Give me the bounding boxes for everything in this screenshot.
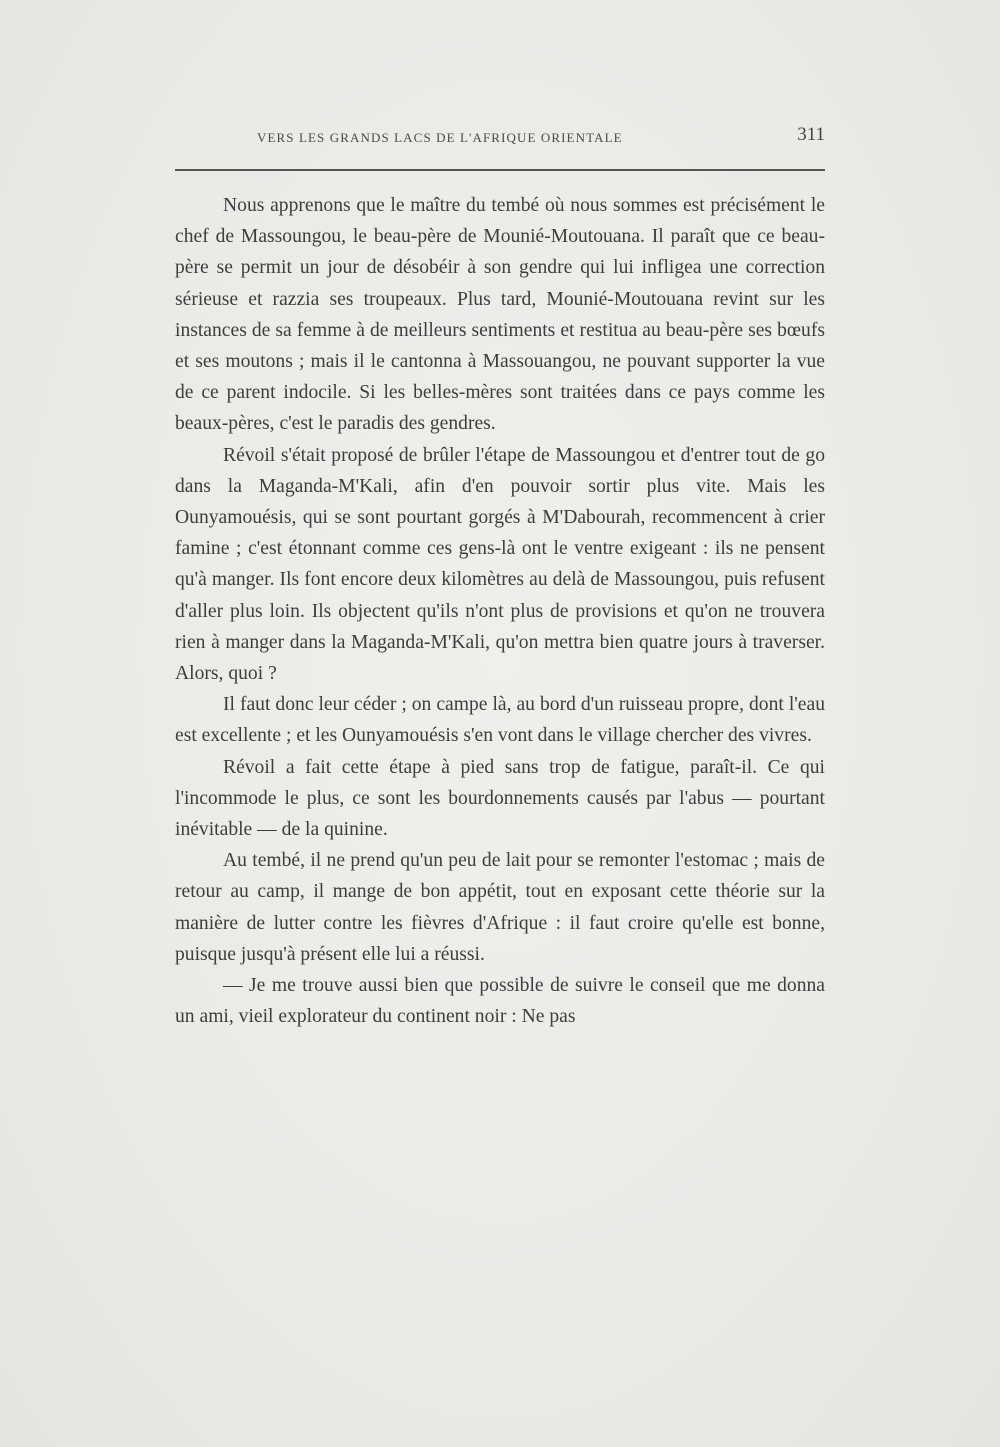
paragraph: Il faut donc leur céder ; on campe là, au bord d'un ruisseau propre, dont l'eau est excellente ; et les Ounyamouésis s'en vont dans le village chercher des vivres. — [175, 694, 825, 747]
body-text — [175, 190, 825, 1032]
header-rule — [175, 169, 825, 171]
paragraph: Nous apprenons que le maître du tembé où nous sommes est précisément le chef de Massoungou, le beau-père de Mounié-Moutouana. Il paraît que ce beau-père se permit un jour de désobéir à son gendre qui lui infligea une correction sérieuse et razzia ses troupeaux. Plus tard, Mounié-Moutouana revint sur les instances de sa femme à de meilleurs sentiments et restitua au beau-père ses bœufs et ses moutons ; mais il le cantonna à Massouangou, ne pouvant supporter la vue de ce parent indocile. Si les belles-mères sont traitées dans ce pays comme les beaux-pères, c'est le paradis des gendres. — [175, 195, 825, 435]
running-head: VERS LES GRANDS LACS DE L'AFRIQUE ORIENTALE — [257, 130, 623, 145]
page-header — [175, 118, 825, 158]
paragraph: Au tembé, il ne prend qu'un peu de lait pour se remonter l'estomac ; mais de retour au camp, il mange de bon appétit, tout en exposant cette théorie sur la manière de lutter contre les fièvres d'Afrique : il faut croire qu'elle est bonne, puisque jusqu'à présent elle lui a réussi. — [175, 850, 825, 965]
page-number: 311 — [797, 124, 825, 145]
paragraph: Révoil s'était proposé de brûler l'étape de Massoungou et d'entrer tout de go dans la Maganda-M'Kali, afin d'en pouvoir sortir plus vite. Mais les Ounyamouésis, qui se sont pourtant gorgés à M'Dabourah, recommencent à crier famine ; c'est étonnant comme ces gens-là ont le ventre exigeant : ils ne pensent qu'à manger. Ils font encore deux kilomètres au delà de Massoungou, puis refusent d'aller plus loin. Ils objectent qu'ils n'ont plus de provisions et qu'on ne trouvera rien à manger dans la Maganda-M'Kali, qu'on mettra bien quatre jours à traverser. Alors, quoi ? — [175, 444, 825, 685]
paragraph: Révoil a fait cette étape à pied sans trop de fatigue, paraît-il. Ce qui l'incommode le plus, ce sont les bourdonnements causés par l'abus — pourtant inévitable — de la quinine. — [175, 756, 825, 841]
paragraph: — Je me trouve aussi bien que possible de suivre le conseil que me donna un ami, vieil explorateur du continent noir : Ne pas — [175, 975, 825, 1028]
